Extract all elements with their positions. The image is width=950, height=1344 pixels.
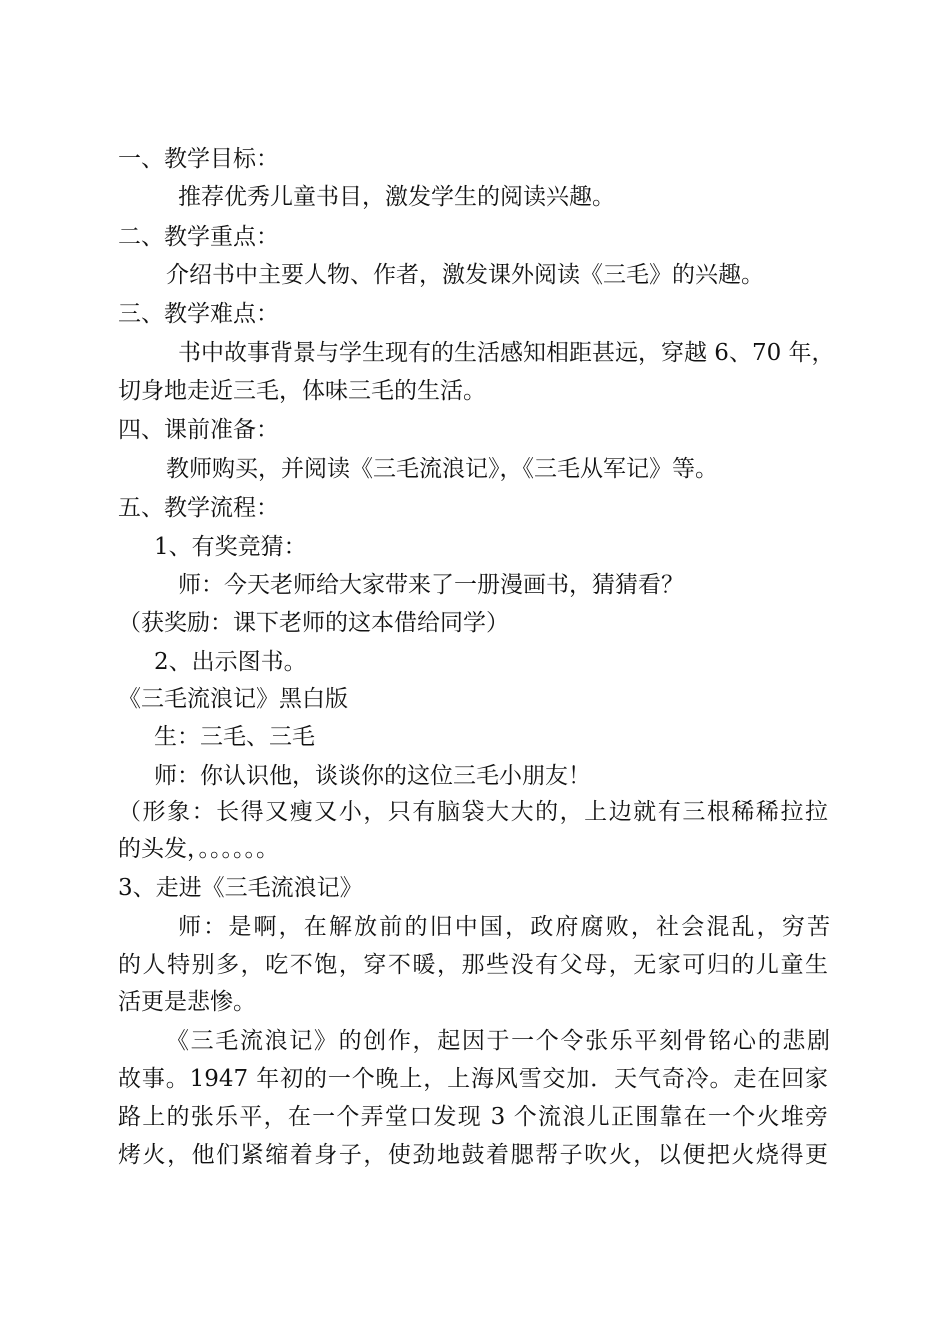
paragraph-key-points: 介绍书中主要人物、作者，激发课外阅读《三毛》的兴趣。 [166, 262, 764, 288]
step-1-title: 1、有奖竞猜： [154, 534, 307, 560]
paragraph-goals: 推荐优秀儿童书目，激发学生的阅读兴趣。 [178, 184, 615, 210]
step-2-image-desc-line-2: 的头发，。。。。。。 [118, 836, 279, 862]
step-1-teacher-line: 师：今天老师给大家带来了一册漫画书，猜猜看？ [178, 572, 684, 598]
heading-difficulties: 三、教学难点： [118, 301, 279, 327]
step-3-story-line-3: 路上的张乐平，在一个弄堂口发现 3 个流浪儿正围靠在一个火堆旁 [118, 1104, 828, 1130]
step-3-story-line-1: 《三毛流浪记》的创作，起因于一个令张乐平刻骨铭心的悲剧 [166, 1028, 830, 1054]
step-1-reward-note: （获奖励：课下老师的这本借给同学） [118, 610, 509, 636]
step-2-image-desc-line-1: （形象：长得又瘦又小，只有脑袋大大的，上边就有三根稀稀拉拉 [118, 799, 828, 825]
heading-teaching-process: 五、教学流程： [118, 495, 279, 521]
step-3-teacher-line-1: 师：是啊，在解放前的旧中国，政府腐败，社会混乱，穷苦 [178, 914, 830, 940]
step-2-title: 2、出示图书。 [154, 649, 307, 675]
step-2-book-title: 《三毛流浪记》黑白版 [118, 686, 348, 712]
step-3-story-line-4: 烤火，他们紧缩着身子，使劲地鼓着腮帮子吹火，以便把火烧得更 [118, 1142, 828, 1168]
heading-teaching-goals: 一、教学目标： [118, 146, 279, 172]
step-2-teacher-line: 师：你认识他，谈谈你的这位三毛小朋友！ [154, 763, 591, 789]
step-3-teacher-line-2: 的人特别多，吃不饱，穿不暖，那些没有父母，无家可归的儿童生 [118, 952, 828, 978]
heading-key-points: 二、教学重点： [118, 224, 279, 250]
step-3-story-line-2: 故事。1947 年初的一个晚上，上海风雪交加．天气奇冷。走在回家 [118, 1066, 828, 1092]
heading-preparation: 四、课前准备： [118, 417, 279, 443]
paragraph-difficulties-line-2: 切身地走近三毛，体味三毛的生活。 [118, 378, 486, 404]
step-2-student-line: 生：三毛、三毛 [154, 724, 315, 750]
step-3-teacher-line-3: 活更是悲惨。 [118, 989, 256, 1015]
step-3-title: 3、走进《三毛流浪记》 [118, 875, 363, 901]
paragraph-difficulties-line-1: 书中故事背景与学生现有的生活感知相距甚远，穿越 6、70 年， [178, 340, 835, 366]
paragraph-preparation: 教师购买，并阅读《三毛流浪记》，《三毛从军记》等。 [166, 456, 718, 482]
